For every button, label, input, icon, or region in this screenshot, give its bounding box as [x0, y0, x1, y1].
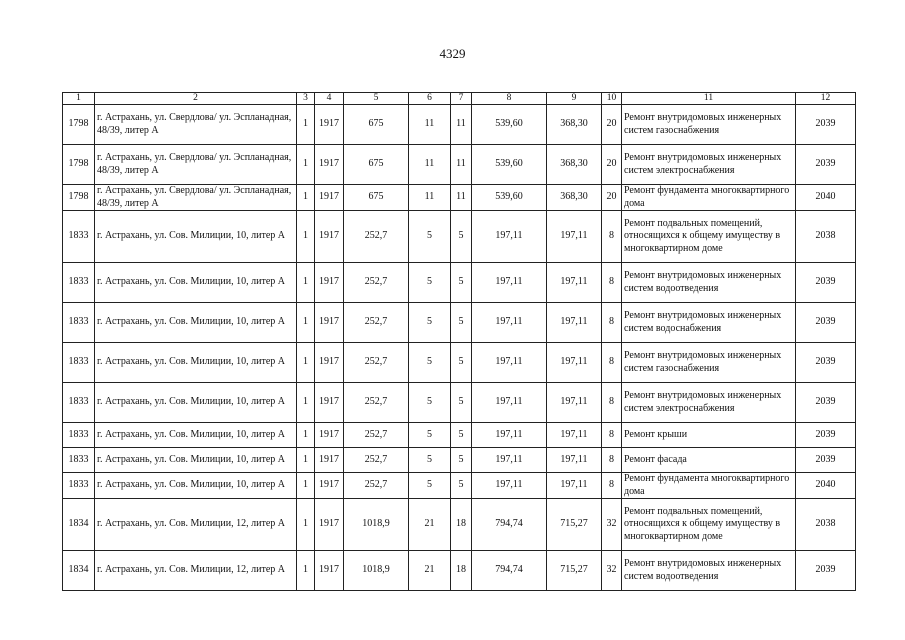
col-7-value: 5 — [451, 423, 472, 448]
col-8-value: 197,11 — [472, 303, 547, 343]
col-10-value: 8 — [602, 383, 622, 423]
construction-year: 1917 — [315, 499, 344, 551]
work-type: Ремонт внутридомовых инженерных систем водоотведения — [622, 263, 796, 303]
building-id: 1833 — [63, 473, 95, 499]
column-header: 4 — [315, 93, 344, 105]
col-9-value: 197,11 — [547, 383, 602, 423]
address: г. Астрахань, ул. Сов. Милиции, 12, литер А — [95, 499, 297, 551]
planned-year: 2039 — [796, 423, 856, 448]
construction-year: 1917 — [315, 105, 344, 145]
table-row — [63, 303, 856, 343]
col-6-value: 5 — [409, 303, 451, 343]
col-5-value: 252,7 — [344, 448, 409, 473]
col-3-value: 1 — [297, 448, 315, 473]
col-8-value: 539,60 — [472, 145, 547, 185]
column-header: 8 — [472, 93, 547, 105]
construction-year: 1917 — [315, 303, 344, 343]
construction-year: 1917 — [315, 185, 344, 211]
col-6-value: 21 — [409, 499, 451, 551]
planned-year: 2039 — [796, 383, 856, 423]
col-9-value: 197,11 — [547, 303, 602, 343]
page-number: 4329 — [439, 46, 466, 61]
work-type: Ремонт внутридомовых инженерных систем электроснабжения — [622, 383, 796, 423]
table-row — [63, 423, 856, 448]
table-row — [63, 145, 856, 185]
col-10-value: 32 — [602, 499, 622, 551]
planned-year: 2039 — [796, 343, 856, 383]
work-type: Ремонт фундамента многоквартирного дома — [622, 185, 796, 211]
planned-year: 2039 — [796, 105, 856, 145]
col-8-value: 197,11 — [472, 383, 547, 423]
work-type: Ремонт подвальных помещений, относящихся к общему имуществу в многоквартирном доме — [622, 499, 796, 551]
column-header: 7 — [451, 93, 472, 105]
column-header: 2 — [95, 93, 297, 105]
col-8-value: 197,11 — [472, 343, 547, 383]
building-id: 1833 — [63, 263, 95, 303]
table-row — [63, 211, 856, 263]
col-3-value: 1 — [297, 303, 315, 343]
col-7-value: 5 — [451, 211, 472, 263]
col-7-value: 11 — [451, 185, 472, 211]
col-5-value: 252,7 — [344, 423, 409, 448]
address: г. Астрахань, ул. Сов. Милиции, 10, литер А — [95, 423, 297, 448]
col-3-value: 1 — [297, 423, 315, 448]
address: г. Астрахань, ул. Сов. Милиции, 10, литер А — [95, 473, 297, 499]
address: г. Астрахань, ул. Свердлова/ ул. Эспланадная, 48/39, литер А — [95, 185, 297, 211]
column-header: 6 — [409, 93, 451, 105]
col-6-value: 21 — [409, 551, 451, 591]
construction-year: 1917 — [315, 211, 344, 263]
planned-year: 2039 — [796, 551, 856, 591]
building-id: 1834 — [63, 551, 95, 591]
address: г. Астрахань, ул. Сов. Милиции, 12, литер А — [95, 551, 297, 591]
work-type: Ремонт внутридомовых инженерных систем водоснабжения — [622, 303, 796, 343]
table-row — [63, 263, 856, 303]
col-6-value: 5 — [409, 343, 451, 383]
address: г. Астрахань, ул. Свердлова/ ул. Эспланадная, 48/39, литер А — [95, 105, 297, 145]
col-7-value: 5 — [451, 263, 472, 303]
col-8-value: 197,11 — [472, 423, 547, 448]
col-9-value: 197,11 — [547, 211, 602, 263]
col-10-value: 8 — [602, 343, 622, 383]
work-type: Ремонт внутридомовых инженерных систем газоснабжения — [622, 105, 796, 145]
building-id: 1833 — [63, 211, 95, 263]
address: г. Астрахань, ул. Сов. Милиции, 10, литер А — [95, 263, 297, 303]
col-7-value: 18 — [451, 499, 472, 551]
building-id: 1798 — [63, 105, 95, 145]
col-10-value: 32 — [602, 551, 622, 591]
col-5-value: 675 — [344, 105, 409, 145]
address: г. Астрахань, ул. Сов. Милиции, 10, литер А — [95, 303, 297, 343]
col-3-value: 1 — [297, 105, 315, 145]
repair-schedule-table — [62, 92, 856, 591]
col-5-value: 252,7 — [344, 473, 409, 499]
col-10-value: 8 — [602, 303, 622, 343]
col-9-value: 715,27 — [547, 551, 602, 591]
col-5-value: 252,7 — [344, 343, 409, 383]
col-10-value: 20 — [602, 105, 622, 145]
address: г. Астрахань, ул. Свердлова/ ул. Эспланадная, 48/39, литер А — [95, 145, 297, 185]
address: г. Астрахань, ул. Сов. Милиции, 10, литер А — [95, 211, 297, 263]
construction-year: 1917 — [315, 263, 344, 303]
col-3-value: 1 — [297, 145, 315, 185]
table-row — [63, 551, 856, 591]
col-6-value: 5 — [409, 473, 451, 499]
col-10-value: 8 — [602, 423, 622, 448]
work-type: Ремонт фундамента многоквартирного дома — [622, 473, 796, 499]
col-7-value: 11 — [451, 145, 472, 185]
column-header: 1 — [63, 93, 95, 105]
work-type: Ремонт подвальных помещений, относящихся к общему имуществу в многоквартирном доме — [622, 211, 796, 263]
col-6-value: 5 — [409, 383, 451, 423]
col-5-value: 1018,9 — [344, 499, 409, 551]
col-10-value: 8 — [602, 448, 622, 473]
col-6-value: 5 — [409, 211, 451, 263]
col-5-value: 252,7 — [344, 263, 409, 303]
col-9-value: 368,30 — [547, 105, 602, 145]
table-row — [63, 473, 856, 499]
construction-year: 1917 — [315, 383, 344, 423]
col-8-value: 539,60 — [472, 185, 547, 211]
table-row — [63, 383, 856, 423]
col-8-value: 197,11 — [472, 211, 547, 263]
construction-year: 1917 — [315, 448, 344, 473]
col-6-value: 5 — [409, 423, 451, 448]
planned-year: 2038 — [796, 211, 856, 263]
col-10-value: 8 — [602, 473, 622, 499]
col-8-value: 794,74 — [472, 551, 547, 591]
address: г. Астрахань, ул. Сов. Милиции, 10, литер А — [95, 383, 297, 423]
col-10-value: 20 — [602, 185, 622, 211]
construction-year: 1917 — [315, 145, 344, 185]
address: г. Астрахань, ул. Сов. Милиции, 10, литер А — [95, 448, 297, 473]
planned-year: 2039 — [796, 303, 856, 343]
building-id: 1833 — [63, 448, 95, 473]
construction-year: 1917 — [315, 343, 344, 383]
column-header: 9 — [547, 93, 602, 105]
col-8-value: 794,74 — [472, 499, 547, 551]
col-7-value: 5 — [451, 473, 472, 499]
col-9-value: 197,11 — [547, 343, 602, 383]
column-header: 5 — [344, 93, 409, 105]
table-row — [63, 448, 856, 473]
col-10-value: 8 — [602, 211, 622, 263]
planned-year: 2038 — [796, 499, 856, 551]
col-8-value: 197,11 — [472, 448, 547, 473]
col-7-value: 5 — [451, 448, 472, 473]
planned-year: 2039 — [796, 145, 856, 185]
col-5-value: 252,7 — [344, 211, 409, 263]
col-5-value: 1018,9 — [344, 551, 409, 591]
planned-year: 2040 — [796, 185, 856, 211]
col-10-value: 8 — [602, 263, 622, 303]
planned-year: 2040 — [796, 473, 856, 499]
col-6-value: 5 — [409, 263, 451, 303]
col-10-value: 20 — [602, 145, 622, 185]
column-number-row — [63, 93, 856, 105]
col-8-value: 197,11 — [472, 263, 547, 303]
col-3-value: 1 — [297, 185, 315, 211]
col-7-value: 18 — [451, 551, 472, 591]
building-id: 1834 — [63, 499, 95, 551]
col-8-value: 539,60 — [472, 105, 547, 145]
col-7-value: 5 — [451, 303, 472, 343]
col-9-value: 197,11 — [547, 473, 602, 499]
col-5-value: 675 — [344, 145, 409, 185]
col-7-value: 5 — [451, 343, 472, 383]
planned-year: 2039 — [796, 448, 856, 473]
table-row — [63, 499, 856, 551]
col-9-value: 715,27 — [547, 499, 602, 551]
building-id: 1833 — [63, 383, 95, 423]
building-id: 1833 — [63, 303, 95, 343]
col-9-value: 197,11 — [547, 448, 602, 473]
col-3-value: 1 — [297, 343, 315, 383]
building-id: 1798 — [63, 185, 95, 211]
building-id: 1833 — [63, 343, 95, 383]
col-5-value: 675 — [344, 185, 409, 211]
column-header: 12 — [796, 93, 856, 105]
column-header: 11 — [622, 93, 796, 105]
column-header: 10 — [602, 93, 622, 105]
work-type: Ремонт внутридомовых инженерных систем электроснабжения — [622, 145, 796, 185]
col-3-value: 1 — [297, 211, 315, 263]
col-3-value: 1 — [297, 473, 315, 499]
work-type: Ремонт внутридомовых инженерных систем газоснабжения — [622, 343, 796, 383]
col-6-value: 11 — [409, 145, 451, 185]
col-3-value: 1 — [297, 551, 315, 591]
column-header: 3 — [297, 93, 315, 105]
col-8-value: 197,11 — [472, 473, 547, 499]
table-row — [63, 105, 856, 145]
col-9-value: 368,30 — [547, 145, 602, 185]
work-type: Ремонт внутридомовых инженерных систем водоотведения — [622, 551, 796, 591]
work-type: Ремонт крыши — [622, 423, 796, 448]
planned-year: 2039 — [796, 263, 856, 303]
col-3-value: 1 — [297, 383, 315, 423]
building-id: 1833 — [63, 423, 95, 448]
col-7-value: 11 — [451, 105, 472, 145]
building-id: 1798 — [63, 145, 95, 185]
col-5-value: 252,7 — [344, 383, 409, 423]
table-row — [63, 343, 856, 383]
col-5-value: 252,7 — [344, 303, 409, 343]
construction-year: 1917 — [315, 551, 344, 591]
col-6-value: 11 — [409, 185, 451, 211]
col-9-value: 197,11 — [547, 263, 602, 303]
col-9-value: 197,11 — [547, 423, 602, 448]
construction-year: 1917 — [315, 423, 344, 448]
col-9-value: 368,30 — [547, 185, 602, 211]
col-6-value: 5 — [409, 448, 451, 473]
col-3-value: 1 — [297, 499, 315, 551]
col-7-value: 5 — [451, 383, 472, 423]
address: г. Астрахань, ул. Сов. Милиции, 10, литер А — [95, 343, 297, 383]
table-row — [63, 185, 856, 211]
col-3-value: 1 — [297, 263, 315, 303]
col-6-value: 11 — [409, 105, 451, 145]
construction-year: 1917 — [315, 473, 344, 499]
work-type: Ремонт фасада — [622, 448, 796, 473]
